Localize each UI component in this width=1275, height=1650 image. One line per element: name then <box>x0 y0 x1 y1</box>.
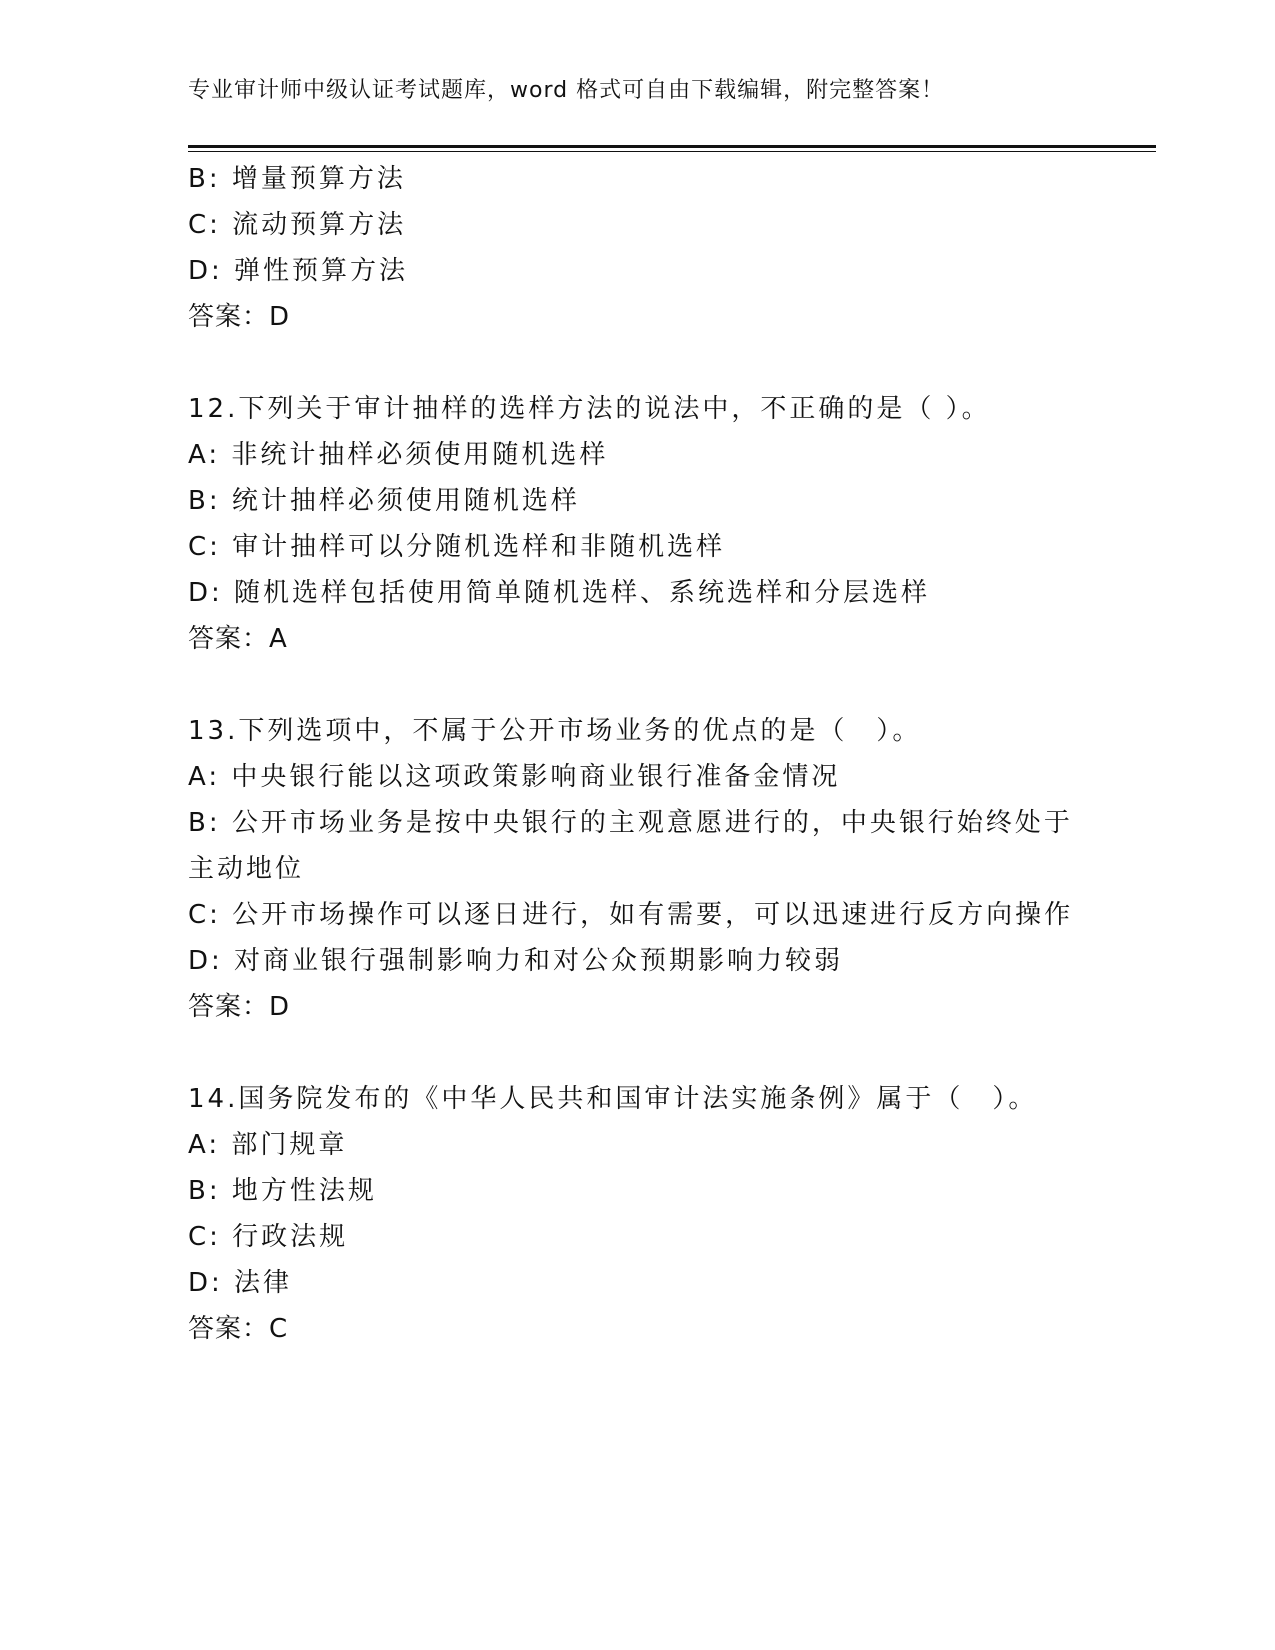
previous-question-continuation <box>188 156 1088 340</box>
header-rule-thin <box>188 151 1156 152</box>
question-stem: 12.下列关于审计抽样的选样方法的说法中，不正确的是（ ）。 <box>188 394 991 424</box>
option-b: B: 统计抽样必须使用随机选样 <box>188 486 580 516</box>
answer-line: 答案：D <box>188 302 291 332</box>
option-c: C: 流动预算方法 <box>188 210 407 240</box>
option-c: C: 审计抽样可以分随机选样和非随机选样 <box>188 532 726 562</box>
option-b: B: 公开市场业务是按中央银行的主观意愿进行的，中央银行始终处于主动地位 <box>188 808 1073 884</box>
header-rule-thick <box>188 145 1156 148</box>
question-stem: 14.国务院发布的《中华人民共和国审计法实施条例》属于（ ）。 <box>188 1084 1038 1114</box>
page-header: 专业审计师中级认证考试题库，word 格式可自由下载编辑，附完整答案！ <box>188 78 945 103</box>
option-a: A: 中央银行能以这项政策影响商业银行准备金情况 <box>188 762 841 792</box>
answer-line: 答案：D <box>188 992 291 1022</box>
question-content <box>188 156 1088 1352</box>
question-14 <box>188 1076 1088 1352</box>
option-d: D: 对商业银行强制影响力和对公众预期影响力较弱 <box>188 946 844 976</box>
option-a: A: 部门规章 <box>188 1130 348 1160</box>
answer-line: 答案：A <box>188 624 288 654</box>
question-12 <box>188 386 1088 662</box>
option-d: D: 法律 <box>188 1268 293 1298</box>
option-d: D: 随机选样包括使用简单随机选样、系统选样和分层选样 <box>188 578 931 608</box>
option-a: A: 非统计抽样必须使用随机选样 <box>188 440 609 470</box>
option-b: B: 地方性法规 <box>188 1176 377 1206</box>
spacer <box>188 1030 1088 1076</box>
answer-line: 答案：C <box>188 1314 289 1344</box>
spacer <box>188 662 1088 708</box>
option-d: D: 弹性预算方法 <box>188 256 409 286</box>
spacer <box>188 340 1088 386</box>
option-c: C: 行政法规 <box>188 1222 349 1252</box>
question-13 <box>188 708 1088 1030</box>
question-stem: 13.下列选项中，不属于公开市场业务的优点的是（ ）。 <box>188 716 922 746</box>
option-b: B: 增量预算方法 <box>188 164 406 194</box>
option-c: C: 公开市场操作可以逐日进行，如有需要，可以迅速进行反方向操作 <box>188 900 1074 930</box>
